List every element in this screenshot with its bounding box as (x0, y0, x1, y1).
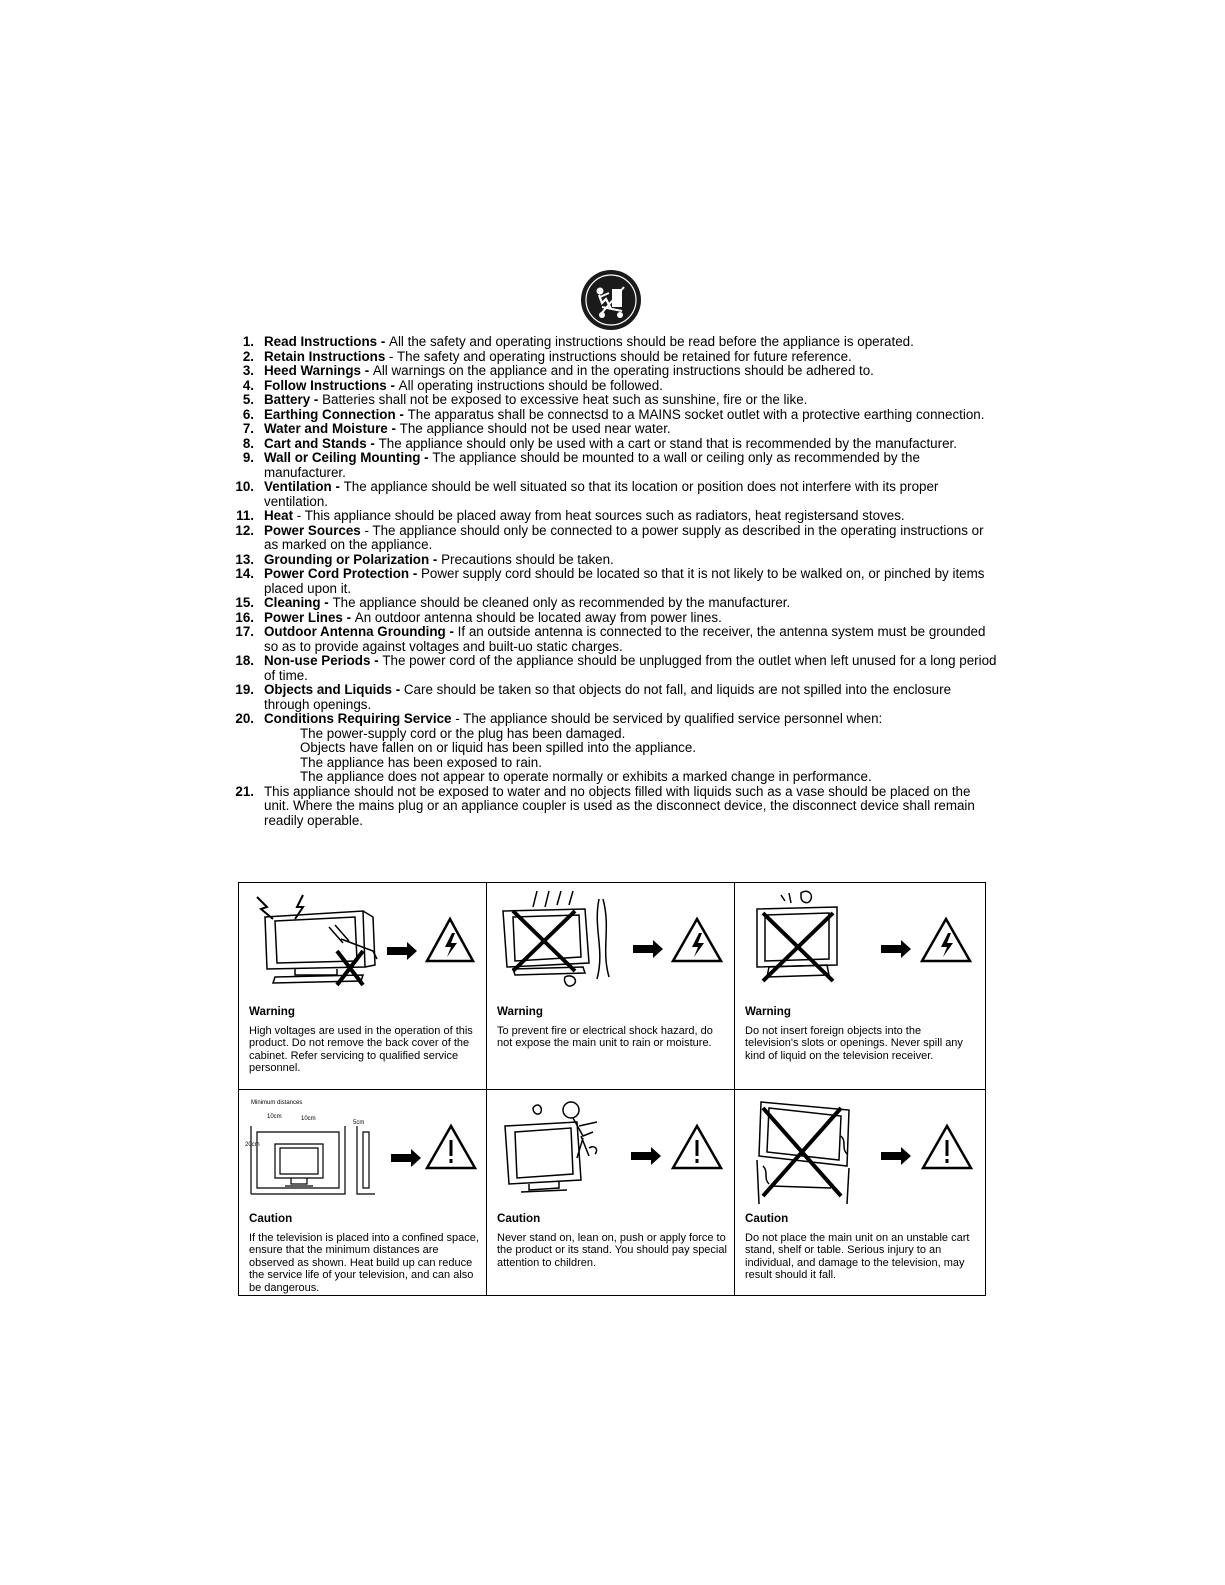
instruction-text: The appliance should be serviced by qualified service personnel when: (463, 711, 883, 726)
instruction-items (228, 335, 998, 727)
instruction-text: Power supply cord should be located so that it is not likely to be walked on, or pinched by items placed upon it. (264, 566, 985, 596)
instruction-item-4: 4. Follow Instructions - All operating instructions should be followed. (242, 377, 663, 393)
caution-panel-unstable-stand (735, 1090, 985, 1295)
clearance-heading: Minimum distances (251, 1100, 303, 1106)
instruction-item-17: 17. Outdoor Antenna Grounding - If an outside antenna is connected to the receiver, the antenna system must be grounded so as to provide against voltages and built-uo static charges. (235, 624, 986, 654)
panel-body: To prevent fire or electrical shock hazard, do not expose the main unit to rain or moisture. (497, 1025, 713, 1050)
instruction-item-14: 14. Power Cord Protection - Power supply cord should be located so that it is not likely to be walked on, or pinched by items placed upon it. (235, 566, 985, 596)
instruction-item-7: 7. Water and Moisture - The appliance should not be used near water. (242, 421, 671, 436)
tv-clearance-illustration (245, 1096, 481, 1204)
instruction-text: This appliance should not be exposed to water and no objects filled with liquids such as a vase should be placed on the unit. Where the mains plug or an appliance coupler is used as the disconnect device, the disconnect device shall remain readily operable. (264, 783, 975, 828)
caution-panel-lean-push (487, 1090, 735, 1295)
panel-title: Warning (249, 1005, 295, 1018)
tv-foreign-objects-illustration (741, 889, 977, 997)
instruction-term: Retain Instructions (264, 348, 386, 364)
panel-body: Do not insert foreign objects into the television's slots or openings. Never spill any kind of liquid on the television receiver. (745, 1025, 963, 1062)
instruction-item-15: 15. Cleaning - The appliance should be cleaned only as recommended by the manufacturer. (235, 595, 791, 610)
instruction-text: If an outside antenna is connected to the receiver, the antenna system must be grounded so as to provide against voltages and built-uo static charges. (264, 624, 986, 654)
panel-body: Do not place the main unit on an unstable cart stand, shelf or table. Serious injury to an individual, and damage to the television, may result should it fall. (745, 1232, 970, 1282)
instruction-term: Heed Warnings (264, 363, 361, 378)
instruction-item-11: 11. Heat - This appliance should be placed away from heat sources such as radiators, heat registersand stoves. (236, 508, 905, 523)
tv-back-cover-illustration (245, 889, 481, 997)
instruction-term: Outdoor Antenna Grounding (264, 624, 446, 639)
instruction-term: Ventilation (264, 479, 332, 494)
instruction-item-21: 21. This appliance should not be exposed to water and no objects filled with liquids such as a vase should be placed on the unit. Where the mains plug or an appliance coupler is used as the disconnect device, the disconnect device shall remain readily operable. (235, 783, 975, 828)
instruction-item-10: 10. Ventilation - The appliance should be well situated so that its location or position does not interfere with its proper ventilation. (235, 479, 939, 509)
instruction-item-19: 19. Objects and Liquids - Care should be taken so that objects do not fall, and liquids are not spilled into the enclosure through openings. (235, 682, 952, 712)
instruction-term: Non-use Periods (264, 653, 371, 668)
instruction-term: Heat (264, 508, 294, 523)
instruction-item-6: 6. Earthing Connection - The apparatus shall be connectsd to a MAINS socket outlet with a protective earthing connection. (242, 406, 985, 422)
instruction-term: Power Lines (264, 609, 343, 625)
warning-panel-rain-moisture (487, 883, 735, 1090)
panel-title: Warning (745, 1005, 791, 1018)
instruction-item-9: 9. Wall or Ceiling Mounting - The appliance should be mounted to a wall or ceiling only as recommended by the manufacturer. (242, 450, 920, 480)
panel-title: Warning (497, 1005, 543, 1018)
warning-panels-grid (238, 882, 986, 1296)
instruction-item-1: 1. Read Instructions - All the safety and operating instructions should be read before the appliance is operated. (242, 334, 914, 349)
clearance-left-label: 20cm (245, 1142, 260, 1148)
instruction-text: The appliance should only be connected to a power supply as described in the operating instructions or as marked on the appliance. (264, 522, 984, 552)
instruction-item-13: 13. Grounding or Polarization - Precautions should be taken. (235, 551, 614, 567)
warning-panel-high-voltage (239, 883, 487, 1090)
instruction-text: The appliance should only be used with a cart or stand that is recommended by the manufacturer. (378, 435, 957, 451)
instruction-item-8: 8. Cart and Stands - The appliance should only be used with a cart or stand that is recommended by the manufacturer. (242, 435, 957, 451)
safety-instructions-list (228, 335, 998, 828)
clearance-top-a-label: 10cm (267, 1114, 282, 1120)
panel-title: Caution (745, 1212, 789, 1225)
clearance-top-b-label: 10cm (301, 1116, 316, 1122)
instruction-item-16: 16. Power Lines - An outdoor antenna should be located away from power lines. (235, 609, 722, 625)
instruction-term: Earthing Connection (264, 406, 396, 422)
service-condition-4: The appliance does not appear to operate normally or exhibits a marked change in performance. (300, 769, 872, 784)
instruction-text: Precautions should be taken. (441, 551, 614, 567)
panel-title: Caution (249, 1212, 293, 1225)
instruction-text: This appliance should be placed away from heat sources such as radiators, heat registersand stoves. (304, 508, 905, 523)
caution-panel-min-distances (239, 1090, 487, 1295)
panel-title: Caution (497, 1212, 541, 1225)
instruction-term: Battery (264, 392, 311, 407)
instruction-text: The safety and operating instructions should be retained for future reference. (396, 348, 852, 364)
instruction-text: All the safety and operating instructions should be read before the appliance is operated. (389, 334, 914, 349)
instruction-item-5: 5. Battery - Batteries shall not be exposed to excessive heat such as sunshine, fire or the like. (242, 392, 808, 407)
instruction-item-20: 20. Conditions Requiring Service - The appliance should be serviced by qualified service personnel when: (235, 711, 883, 726)
panel-body: High voltages are used in the operation of this product. Do not remove the back cover of the cabinet. Refer servicing to qualified service personnel. (249, 1025, 473, 1075)
instruction-term: Power Cord Protection (264, 566, 410, 581)
instruction-text: Care should be taken so that objects do not fall, and liquids are not spilled into the enclosure through openings. (264, 682, 952, 712)
tv-unstable-stand-illustration (741, 1096, 977, 1204)
service-condition-3: The appliance has been exposed to rain. (300, 754, 542, 770)
tv-rain-illustration (493, 889, 729, 997)
instruction-text: The appliance should be mounted to a wall or ceiling only as recommended by the manufacturer. (264, 450, 920, 480)
instruction-text: The appliance should be well situated so that its location or position does not interfere with its proper ventilation. (264, 479, 939, 509)
instruction-term: Objects and Liquids (264, 682, 392, 697)
instruction-term: Water and Moisture (264, 421, 388, 436)
instruction-text: An outdoor antenna should be located away from power lines. (354, 609, 722, 625)
instruction-item-3: 3. Heed Warnings - All warnings on the appliance and in the operating instructions should be adhered to. (242, 363, 874, 378)
instruction-text: Batteries shall not be exposed to excessive heat such as sunshine, fire or the like. (322, 392, 808, 407)
instruction-term: Follow Instructions (264, 377, 387, 393)
instruction-text: All warnings on the appliance and in the operating instructions should be adhered to. (372, 363, 874, 378)
clearance-side-label: 5cm (353, 1120, 365, 1126)
instruction-text: The appliance should not be used near water. (399, 421, 671, 436)
instruction-text: The apparatus shall be connectsd to a MAINS socket outlet with a protective earthing connection. (407, 406, 985, 422)
panel-body: If the television is placed into a confined space, ensure that the minimum distances are observed as shown. Heat build up can reduce the service life of your television, and can also be dangerous. (249, 1232, 479, 1294)
service-condition-1: The power-supply cord or the plug has been damaged. (300, 725, 626, 741)
instruction-item-2: 2. Retain Instructions - The safety and operating instructions should be retained for future reference. (242, 348, 852, 364)
instruction-text: The appliance should be cleaned only as recommended by the manufacturer. (332, 595, 791, 610)
instruction-term: Read Instructions (264, 334, 378, 349)
instruction-term: Cart and Stands (264, 435, 367, 451)
warning-panel-foreign-objects (735, 883, 985, 1090)
instruction-item-12: 12. Power Sources - The appliance should only be connected to a power supply as described in the operating instructions or as marked on the appliance. (235, 522, 984, 552)
cart-warning-icon (580, 269, 642, 331)
instruction-term: Conditions Requiring Service (264, 711, 452, 726)
instruction-term: Wall or Ceiling Mounting (264, 450, 421, 465)
tv-child-climbing-illustration (493, 1096, 729, 1204)
instruction-text: All operating instructions should be followed. (398, 377, 663, 393)
instruction-item-18: 18. Non-use Periods - The power cord of the appliance should be unplugged from the outlet when left unused for a long period of time. (235, 653, 997, 683)
service-condition-2: Objects have fallen on or liquid has been spilled into the appliance. (300, 740, 697, 755)
instruction-term: Grounding or Polarization (264, 551, 430, 567)
instruction-term: Cleaning (264, 595, 321, 610)
instruction-term: Power Sources (264, 522, 361, 538)
panel-body: Never stand on, lean on, push or apply force to the product or its stand. You should pay special attention to children. (497, 1232, 727, 1269)
instruction-text: The power cord of the appliance should be unplugged from the outlet when left unused for a long period of time. (264, 653, 997, 683)
